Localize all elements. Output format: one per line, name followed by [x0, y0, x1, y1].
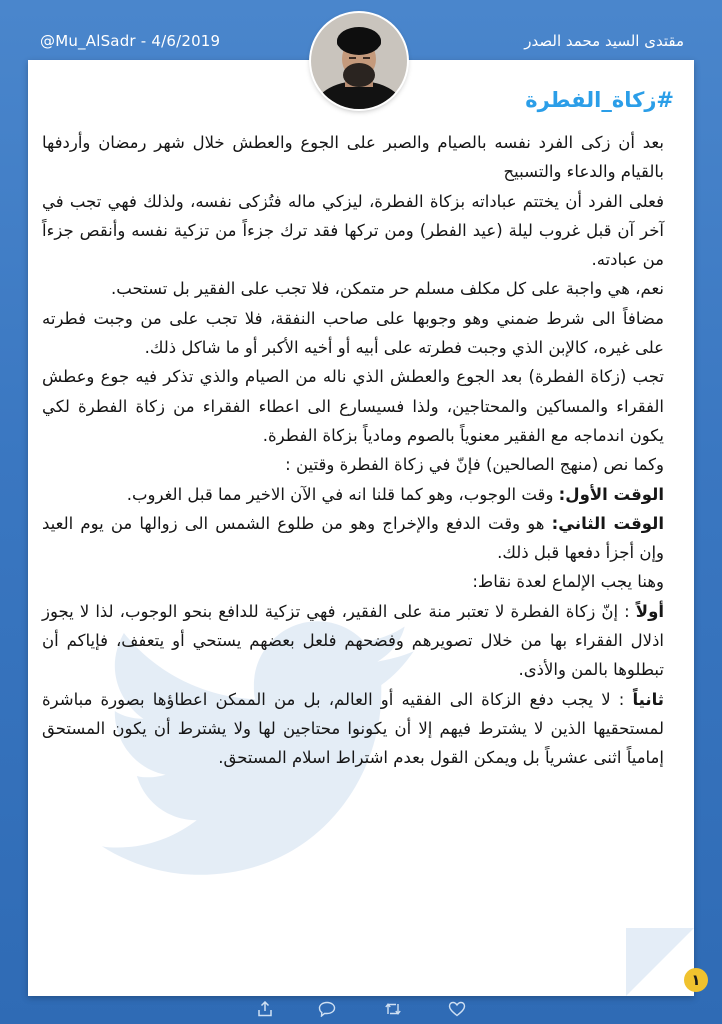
like-icon[interactable] [448, 1000, 466, 1018]
paragraph-heading: أولاً [635, 601, 664, 621]
paragraph: ثانياً : لا يجب دفع الزكاة الى الفقيه أو العالم، بل من الممكن اعطاؤها بصورة مباشرة لمستحقيها الذين لا يشترط فيهم إلا أن يكونوا محتاجين لها ولا يشترط أن يكون المستحق إمامياً اثنى عشرياً بل ويمكن القول بعدم اشتراط اسلام المستحق. [42, 689, 664, 768]
paragraph: الوقت الثاني: هو وقت الدفع والإخراج وهو من طلوع الشمس الى زوالها من يوم العيد وإن أجزأ دفعها قبل ذلك. [42, 513, 664, 563]
reply-icon[interactable] [318, 1000, 336, 1018]
post-title: #زكاة_الفطرة [525, 88, 674, 112]
paragraph-heading: ثانياً [632, 689, 664, 709]
paragraph: مضافاً الى شرط ضمني وهو وجوبها على صاحب النفقة، فلا تجب على من وجبت فطرته على غيره، كالإبن الذي وجبت فطرته على أبيه أو أخيه الأكبر أو ما شاكل ذلك. [42, 308, 664, 358]
account-handle: @Mu_AlSadr - 4/6/2019 [40, 32, 221, 50]
account-name: مقتدى السيد محمد الصدر [524, 32, 684, 50]
share-icon[interactable] [256, 1000, 274, 1018]
paragraph: نعم، هي واجبة على كل مكلف مسلم حر متمكن، فلا تجب على الفقير بل تستحب. [111, 279, 664, 299]
paragraph-heading: الوقت الأول: [558, 484, 664, 504]
retweet-icon[interactable] [384, 1000, 402, 1018]
paragraph: أولاً : إنّ زكاة الفطرة لا تعتبر منة على الفقير، فهي تزكية للدافع بنحو الوجوب، لذا لا يجوز اذلال الفقراء بها من خلال تصويرهم وفضحهم فلعل بعضهم يستحي أو يتعفف، فإياكم أن تبطلوها بالمن والأذى. [42, 601, 664, 680]
paragraph: فعلى الفرد أن يختتم عباداته بزكاة الفطرة، ليزكي ماله فتُزكى نفسه، ولذلك فهي تجب في آخر آن قبل غروب ليلة (عيد الفطر) ومن تركها فقد ترك جزءاً من تزكية نفسه وأنقص جزءاً من عبادته. [42, 191, 664, 270]
paragraph: تجب (زكاة الفطرة) بعد الجوع والعطش الذي ناله من الصيام والذي تذكر فيه جوع وعطش الفقراء والمساكين والمحتاجين، ولذا فسيسارع الى اعطاء الفقراء من زكاة الفطرة لكي يكون اندماجه مع الفقير معنوياً بالصوم ومادياً بزكاة الفطرة. [42, 367, 664, 445]
paragraph: بعد أن زكى الفرد نفسه بالصيام والصبر على الجوع والعطش خلال شهر رمضان وأردفها بالقيام والدعاء والتسبيح [42, 133, 664, 182]
page-number-badge: ١ [684, 968, 708, 992]
avatar [311, 13, 407, 109]
card-corner-fold [626, 928, 694, 996]
paragraph: وكما نص (منهج الصالحين) فإنّ في زكاة الفطرة وقتين : [285, 455, 664, 475]
post-body [42, 128, 664, 773]
portrait-image [311, 13, 407, 109]
paragraph: الوقت الأول: وقت الوجوب، وهو كما قلنا انه في الآن الاخير مما قبل الغروب. [126, 484, 664, 504]
action-toolbar [0, 992, 722, 1024]
paragraph: وهنا يجب الإلماع لعدة نقاط: [472, 572, 664, 592]
paragraph-heading: الوقت الثاني: [551, 513, 664, 533]
